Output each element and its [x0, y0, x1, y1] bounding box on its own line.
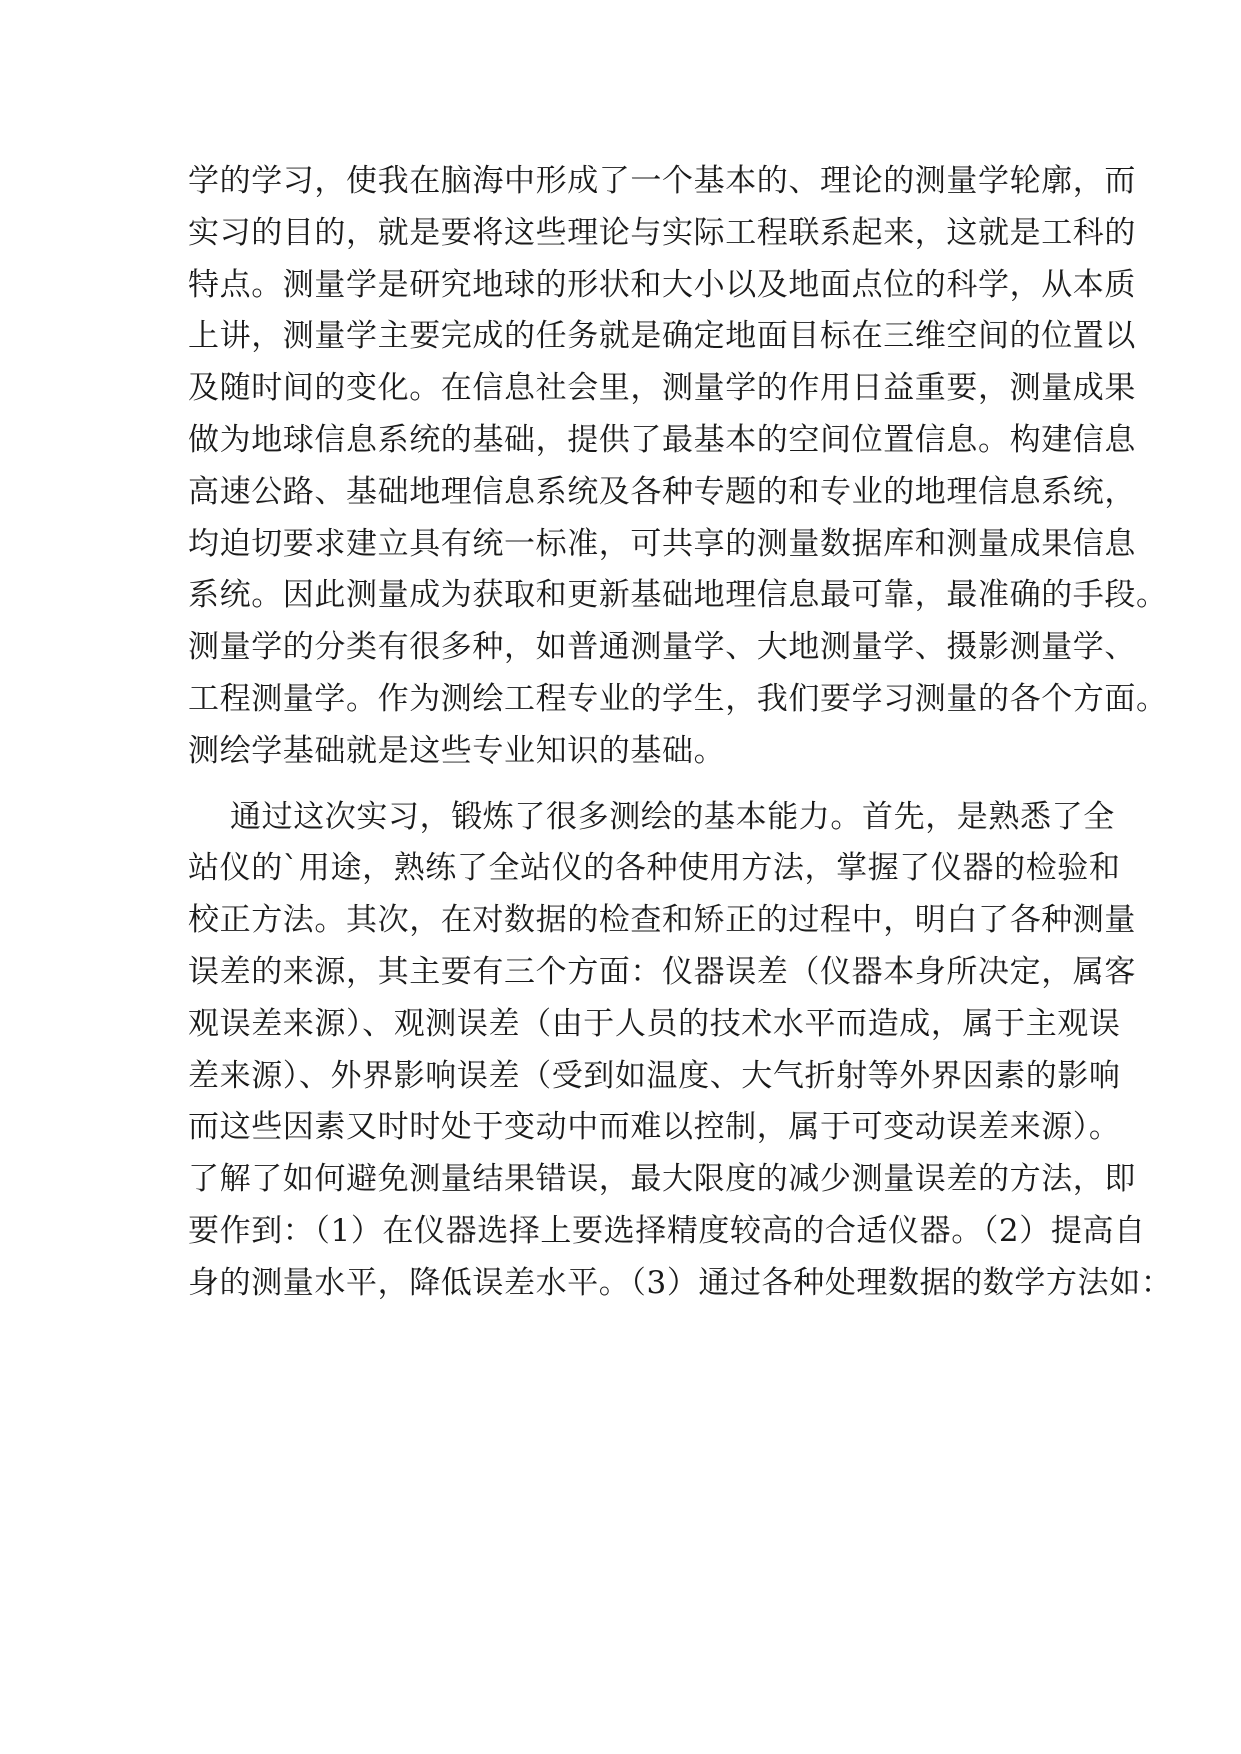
text-line: 及随时间的变化。在信息社会里，测量学的作用日益重要，测量成果	[188, 370, 1136, 407]
text-line: 通过这次实习，锻炼了很多测绘的基本能力。首先，是熟悉了全	[230, 798, 1115, 835]
paragraph-gap	[188, 778, 1058, 792]
text-line: 测量学的分类有很多种，如普通测量学、大地测量学、摄影测量学、	[188, 629, 1136, 666]
text-line: 均迫切要求建立具有统一标准，可共享的测量数据库和测量成果信息	[188, 525, 1136, 562]
body-text	[188, 156, 1173, 1310]
text-line: 了解了如何避免测量结果错误，最大限度的减少测量误差的方法，即	[188, 1161, 1136, 1198]
text-line: 测绘学基础就是这些专业知识的基础。	[188, 732, 726, 769]
text-line: 系统。因此测量成为获取和更新基础地理信息最可靠，最准确的手段。	[188, 577, 1168, 614]
text-line: 误差的来源，其主要有三个方面：仪器误差（仪器本身所决定，属客	[188, 953, 1136, 990]
text-line: 做为地球信息系统的基础，提供了最基本的空间位置信息。构建信息	[188, 421, 1136, 458]
text-line: 要作到：（1）在仪器选择上要选择精度较高的合适仪器。（2）提高自	[188, 1212, 1146, 1249]
text-line: 特点。测量学是研究地球的形状和大小以及地面点位的科学，从本质	[188, 266, 1136, 303]
text-line: 而这些因素又时时处于变动中而难以控制，属于可变动误差来源）。	[188, 1109, 1121, 1146]
text-line: 高速公路、基础地理信息系统及各种专题的和专业的地理信息系统，	[188, 473, 1136, 510]
text-line: 差来源）、外界影响误差（受到如温度、大气折射等外界因素的影响	[188, 1057, 1121, 1094]
text-line: 站仪的`用途，熟练了全站仪的各种使用方法，掌握了仪器的检验和	[188, 850, 1121, 887]
text-line: 观误差来源）、观测误差（由于人员的技术水平而造成，属于主观误	[188, 1005, 1121, 1042]
text-line: 身的测量水平，降低误差水平。（3）通过各种处理数据的数学方法如：	[188, 1264, 1173, 1301]
text-line: 上讲，测量学主要完成的任务就是确定地面目标在三维空间的位置以	[188, 318, 1136, 355]
text-line: 实习的目的，就是要将这些理论与实际工程联系起来，这就是工科的	[188, 214, 1136, 251]
text-line: 校正方法。其次，在对数据的检查和矫正的过程中，明白了各种测量	[188, 902, 1136, 939]
text-line: 学的学习，使我在脑海中形成了一个基本的、理论的测量学轮廓，而	[188, 163, 1136, 199]
paragraph-2	[188, 792, 1173, 1310]
paragraph-1	[188, 156, 1168, 778]
text-line: 工程测量学。作为测绘工程专业的学生，我们要学习测量的各个方面。	[188, 680, 1168, 717]
